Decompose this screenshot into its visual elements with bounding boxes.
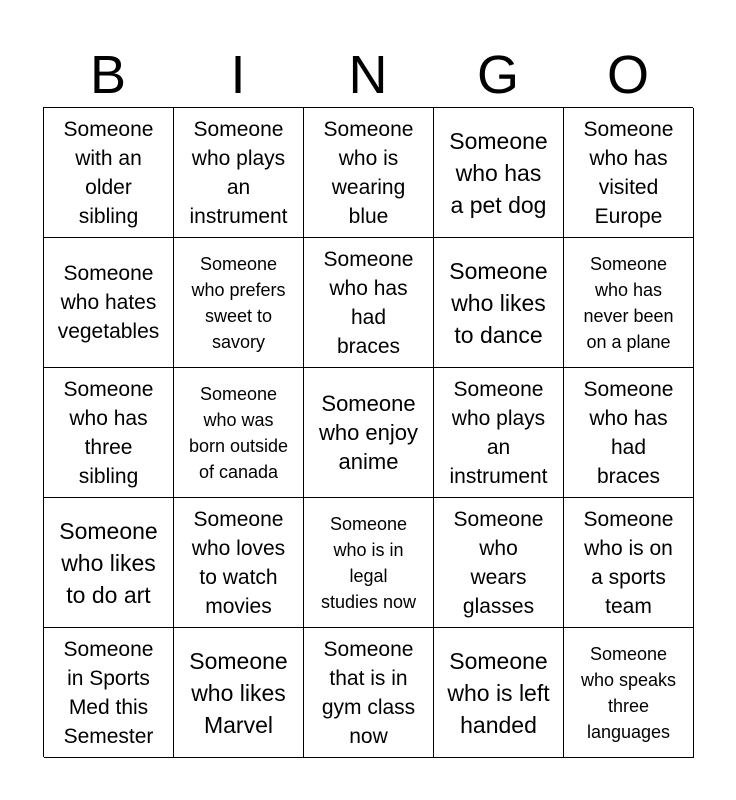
bingo-cell[interactable]: Someone who hates vegetables (44, 238, 174, 368)
bingo-cell[interactable]: Someone who has had braces (564, 368, 694, 498)
bingo-header (43, 42, 693, 108)
bingo-cell[interactable]: Someone who likes Marvel (174, 628, 304, 758)
header-letter-o: O (606, 45, 649, 105)
bingo-cell[interactable]: Someone who was born outside of canada (174, 368, 304, 498)
bingo-cell[interactable]: Someone who plays an instrument (434, 368, 564, 498)
bingo-cell[interactable]: Someone who enjoy anime (304, 368, 434, 498)
bingo-cell[interactable]: Someone who has a pet dog (434, 108, 564, 238)
bingo-cell[interactable]: Someone who likes to dance (434, 238, 564, 368)
header-letter-n: N (348, 45, 388, 105)
bingo-cell[interactable]: Someone who has visited Europe (564, 108, 694, 238)
bingo-cell[interactable]: Someone who is left handed (434, 628, 564, 758)
bingo-cell[interactable]: Someone with an older sibling (44, 108, 174, 238)
bingo-cell[interactable]: Someone who has three sibling (44, 368, 174, 498)
bingo-cell[interactable]: Someone that is in gym class now (304, 628, 434, 758)
bingo-cell[interactable]: Someone who is wearing blue (304, 108, 434, 238)
bingo-cell[interactable]: Someone who has had braces (304, 238, 434, 368)
bingo-grid (43, 107, 693, 757)
header-letter-g: G (476, 45, 519, 105)
header-letter-b: B (89, 45, 127, 105)
bingo-cell[interactable]: Someone who likes to do art (44, 498, 174, 628)
bingo-cell[interactable]: Someone who is in legal studies now (304, 498, 434, 628)
bingo-cell[interactable]: Someone who prefers sweet to savory (174, 238, 304, 368)
bingo-cell[interactable]: Someone who speaks three languages (564, 628, 694, 758)
bingo-cell[interactable]: Someone who has never been on a plane (564, 238, 694, 368)
bingo-cell[interactable]: Someone who loves to watch movies (174, 498, 304, 628)
bingo-cell[interactable]: Someone who is on a sports team (564, 498, 694, 628)
bingo-cell[interactable]: Someone who wears glasses (434, 498, 564, 628)
bingo-cell[interactable]: Someone in Sports Med this Semester (44, 628, 174, 758)
header-letter-i: I (230, 45, 246, 105)
bingo-cell[interactable]: Someone who plays an instrument (174, 108, 304, 238)
